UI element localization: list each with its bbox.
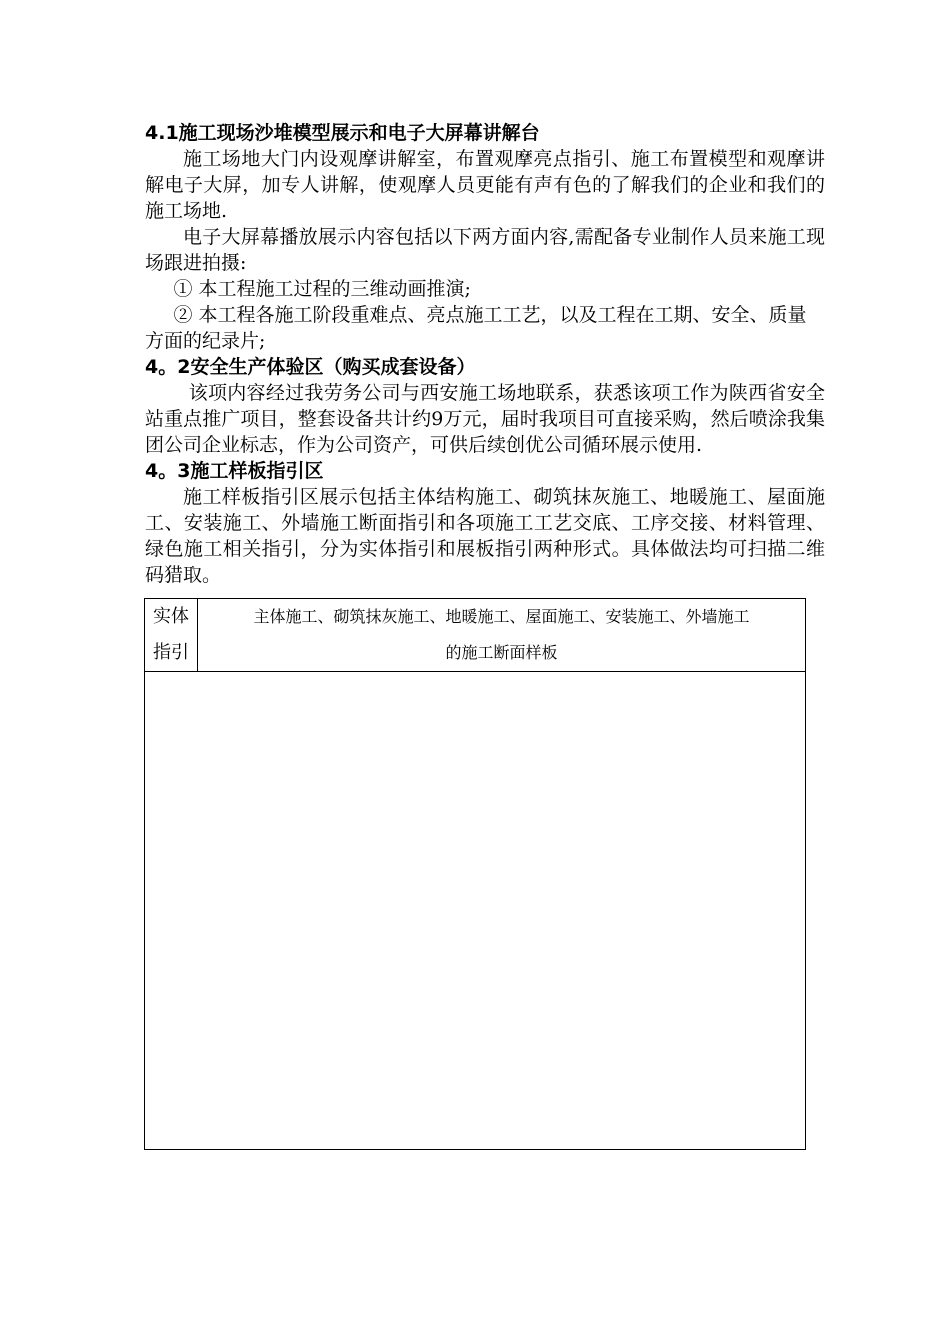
section-heading-4-1: 4.1施工现场沙堆模型展示和电子大屏幕讲解台	[145, 122, 540, 144]
guide-table-image-area	[145, 672, 805, 1149]
guide-table-label-line-1: 实体	[153, 606, 189, 627]
document-body	[145, 120, 825, 588]
guide-table-description-cell	[198, 599, 805, 671]
guide-table-header-row	[145, 599, 805, 672]
section-4-1-list-item-2: ② 本工程各施工阶段重难点、亮点施工工艺，以及工程在工期、安全、质量方面的纪录片;	[145, 304, 807, 352]
guide-table-description-line-2: 的施工断面样板	[445, 643, 558, 662]
guide-table-label-cell	[145, 599, 198, 671]
section-4-1-paragraph-2: 电子大屏幕播放展示内容包括以下两方面内容,需配备专业制作人员来施工现场跟进拍摄:	[145, 226, 825, 274]
guide-table-label-line-2: 指引	[153, 642, 189, 663]
section-4-2-paragraph-1: 该项内容经过我劳务公司与西安施工场地联系，获悉该项工作为陕西省安全站重点推广项目，整套设备共计约9万元，届时我项目可直接采购，然后喷涂我集团公司企业标志，作为公司资产，可供后续创优公司循环展示使用.	[145, 382, 825, 456]
section-4-1-list-item-1: ① 本工程施工过程的三维动画推演;	[173, 278, 471, 300]
guide-table-description-line-1: 主体施工、砌筑抹灰施工、地暖施工、屋面施工、安装施工、外墙施工	[253, 607, 750, 626]
section-heading-4-2: 4。2安全生产体验区（购买成套设备）	[145, 356, 476, 378]
section-4-3-paragraph-1: 施工样板指引区展示包括主体结构施工、砌筑抹灰施工、地暖施工、屋面施工、安装施工、外墙施工断面指引和各项施工工艺交底、工序交接、材料管理、绿色施工相关指引，分为实体指引和展板指引两种形式。具体做法均可扫描二维码猎取。	[145, 486, 825, 586]
section-heading-4-3: 4。3施工样板指引区	[145, 460, 324, 482]
section-4-1-paragraph-1: 施工场地大门内设观摩讲解室，布置观摩亮点指引、施工布置模型和观摩讲解电子大屏，加专人讲解，使观摩人员更能有声有色的了解我们的企业和我们的施工场地.	[145, 148, 825, 222]
guide-table	[144, 598, 806, 1150]
